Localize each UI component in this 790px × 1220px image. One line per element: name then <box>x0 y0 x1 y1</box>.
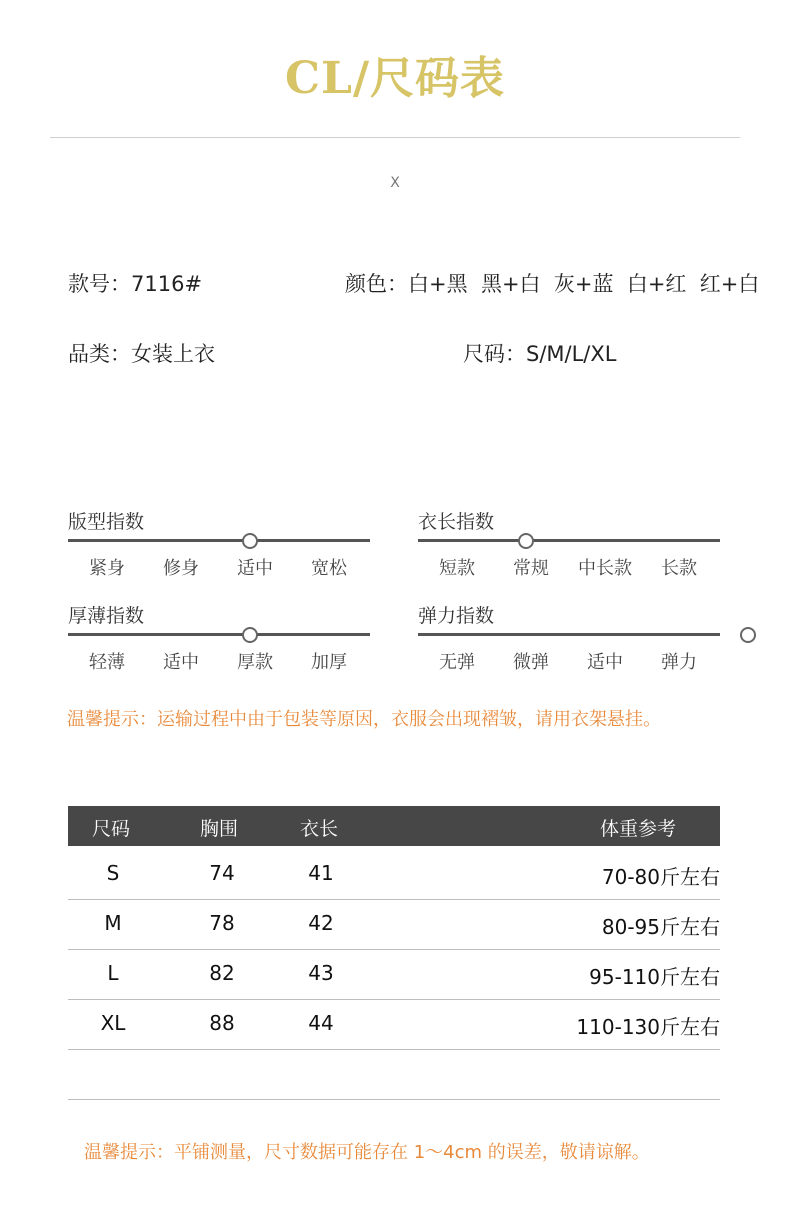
center-mark: X <box>390 175 400 191</box>
index-title: 版型指数 <box>68 511 145 533</box>
cell-length: 41 <box>308 861 334 885</box>
table-row-divider <box>68 949 720 950</box>
index-option: 中长款 <box>578 558 632 579</box>
measurement-tip: 温馨提示：平铺测量，尺寸数据可能存在 1～4cm 的误差，敬请谅解。 <box>84 1142 650 1163</box>
index-knob <box>242 627 258 643</box>
cell-bust: 78 <box>209 911 235 935</box>
table-row-divider <box>68 1049 720 1050</box>
cell-bust: 88 <box>209 1011 235 1035</box>
index-option: 宽松 <box>311 558 347 579</box>
cell-size: L <box>107 961 119 985</box>
index-title: 厚薄指数 <box>68 605 145 627</box>
index-option: 加厚 <box>311 652 347 673</box>
index-track <box>68 633 370 636</box>
product-category: 品类：女装上衣 <box>68 342 215 366</box>
index-option: 常规 <box>513 558 549 579</box>
index-title: 弹力指数 <box>418 605 495 627</box>
index-track <box>418 539 720 542</box>
header-bust: 胸围 <box>200 818 239 840</box>
table-row-divider <box>68 999 720 1000</box>
index-option: 微弹 <box>513 652 549 673</box>
cell-weight: 95-110斤左右 <box>589 965 720 989</box>
cell-weight: 70-80斤左右 <box>601 865 720 889</box>
cell-size: M <box>104 911 122 935</box>
cell-weight: 80-95斤左右 <box>601 915 720 939</box>
shipping-tip: 温馨提示：运输过程中由于包装等原因，衣服会出现褶皱，请用衣架悬挂。 <box>67 709 661 730</box>
index-knob <box>242 533 258 549</box>
cell-size: S <box>106 861 120 885</box>
cell-bust: 74 <box>209 861 235 885</box>
index-option: 适中 <box>237 558 273 579</box>
index-title: 衣长指数 <box>418 511 495 533</box>
index-track <box>68 539 370 542</box>
style-number: 款号：7116# <box>68 272 203 296</box>
index-track <box>418 633 720 636</box>
table-bottom-divider <box>68 1099 720 1100</box>
cell-size: XL <box>100 1011 126 1035</box>
index-option: 无弹 <box>439 652 475 673</box>
index-option: 紧身 <box>89 558 125 579</box>
size-table-header <box>68 806 720 846</box>
cell-bust: 82 <box>209 961 235 985</box>
page-title: CL/尺码表 <box>284 53 506 104</box>
header-weight: 体重参考 <box>600 818 677 840</box>
header-length: 衣长 <box>300 818 339 840</box>
title-divider <box>50 137 740 138</box>
cell-length: 43 <box>308 961 334 985</box>
index-option: 适中 <box>163 652 199 673</box>
index-option: 轻薄 <box>89 652 125 673</box>
index-option: 厚款 <box>237 652 273 673</box>
index-option: 弹力 <box>661 652 697 673</box>
index-knob <box>740 627 756 643</box>
table-row-divider <box>68 899 720 900</box>
index-option: 长款 <box>661 558 697 579</box>
index-option: 修身 <box>163 558 199 579</box>
cell-length: 42 <box>308 911 334 935</box>
color-options: 颜色：白+黑 黑+白 灰+蓝 白+红 红+白 <box>345 272 760 296</box>
size-options: 尺码：S/M/L/XL <box>463 342 617 366</box>
cell-weight: 110-130斤左右 <box>576 1015 720 1039</box>
index-knob <box>518 533 534 549</box>
cell-length: 44 <box>308 1011 334 1035</box>
index-option: 短款 <box>439 558 475 579</box>
header-size: 尺码 <box>92 818 131 840</box>
index-option: 适中 <box>587 652 623 673</box>
